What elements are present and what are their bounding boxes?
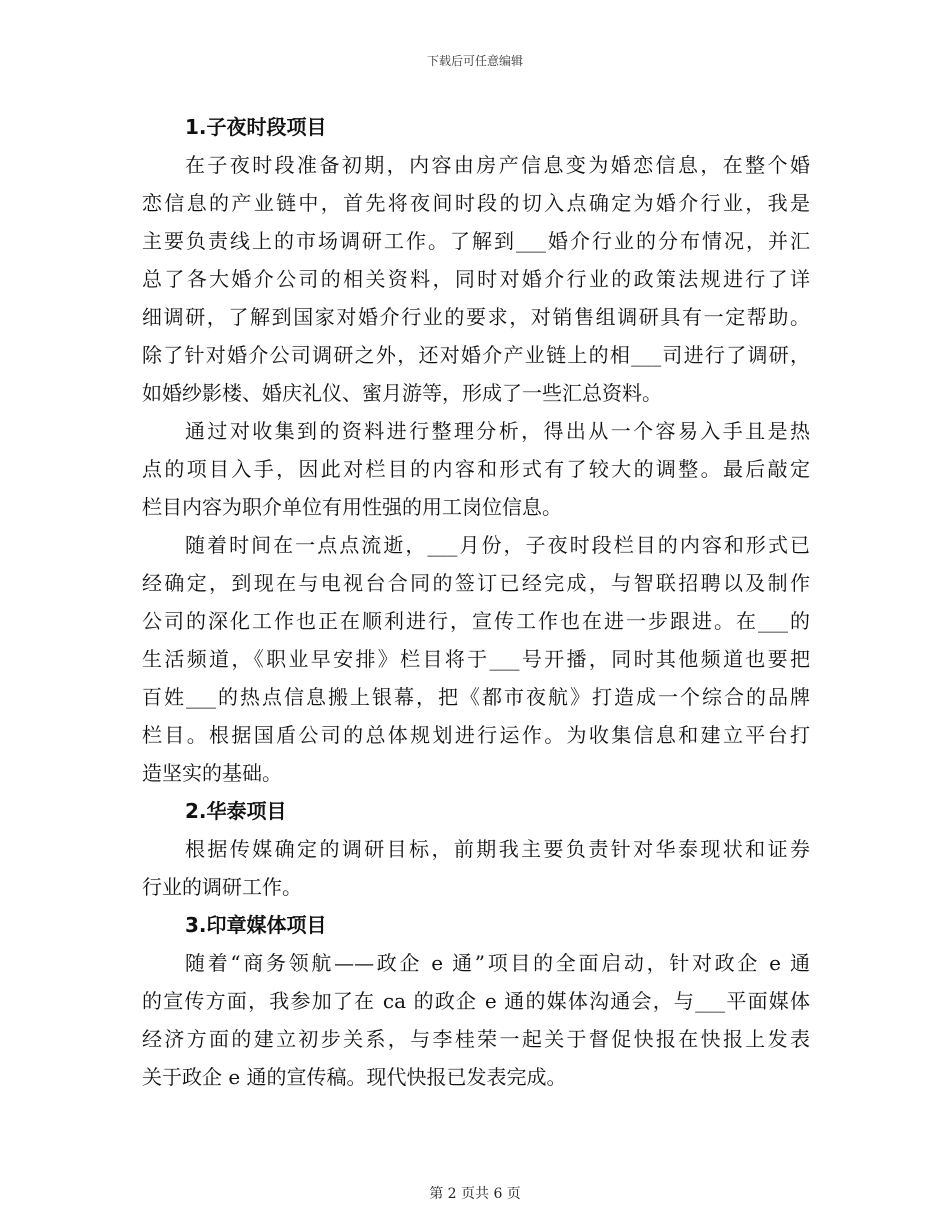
text-line: 造坚实的基础。 [142,761,282,785]
section-heading: 3.印章媒体项目 [185,913,327,937]
text-line: 总了各大婚介公司的相关资料，同时对婚介行业的政策法规进行了详 [142,267,810,291]
text-line: 如婚纱影楼、婚庆礼仪、蜜月游等，形成了一些汇总资料。 [142,381,662,405]
paragraph [142,830,810,906]
section-heading: 2.华泰项目 [185,799,287,823]
text-line: 根据传媒确定的调研目标，前期我主要负责针对华泰现状和证券 [185,837,810,861]
text-line: 随着时间在一点点流逝，___月份，子夜时段栏目的内容和形式已 [185,533,810,557]
paragraph [142,412,810,526]
page-header: 下载后可任意编辑 [426,54,523,68]
text-line: 经济方面的建立初步关系，与李桂荣一起关于督促快报在快报上发表 [142,1027,810,1051]
text-line: 生活频道，《职业早安排》栏目将于___号开播，同时其他频道也要把 [142,647,810,671]
text-line: 关于政企 e 通的宣传稿。现代快报已发表完成。 [142,1065,567,1089]
paragraph [142,526,810,792]
text-line: 随着“商务领航——政企 e 通”项目的全面启动，针对政企 e 通 [185,951,810,975]
text-line: 除了针对婚介公司调研之外，还对婚介产业链上的相___司进行了调研， [142,343,810,367]
paragraph [142,944,810,1096]
text-line: 在子夜时段准备初期，内容由房产信息变为婚恋信息，在整个婚 [185,153,810,177]
paragraph [142,146,810,412]
text-line: 栏目内容为职介单位有用性强的用工岗位信息。 [142,495,562,519]
text-line: 点的项目入手，因此对栏目的内容和形式有了较大的调整。最后敲定 [142,457,810,481]
text-line: 行业的调研工作。 [142,875,302,899]
text-line: 通过对收集到的资料进行整理分析，得出从一个容易入手且是热 [185,419,810,443]
document-body [142,108,810,1096]
text-line: 细调研，了解到国家对婚介行业的要求，对销售组调研具有一定帮助。 [142,305,810,329]
section-heading: 1.子夜时段项目 [185,115,327,139]
page-number-footer: 第 2 页共 6 页 [429,1186,521,1202]
text-line: 主要负责线上的市场调研工作。了解到___婚介行业的分布情况，并汇 [142,229,810,253]
text-line: 栏目。根据国盾公司的总体规划进行运作。为收集信息和建立平台打 [142,723,810,747]
text-line: 的宣传方面，我参加了在 ca 的政企 e 通的媒体沟通会，与___平面媒体 [142,989,810,1013]
text-line: 百姓___的热点信息搬上银幕，把《都市夜航》打造成一个综合的品牌 [142,685,810,709]
text-line: 经确定，到现在与电视台合同的签订已经完成，与智联招聘以及制作 [142,571,810,595]
text-line: 恋信息的产业链中，首先将夜间时段的切入点确定为婚介行业，我是 [142,191,810,215]
text-line: 公司的深化工作也正在顺利进行，宣传工作也在进一步跟进。在___的 [142,609,810,633]
